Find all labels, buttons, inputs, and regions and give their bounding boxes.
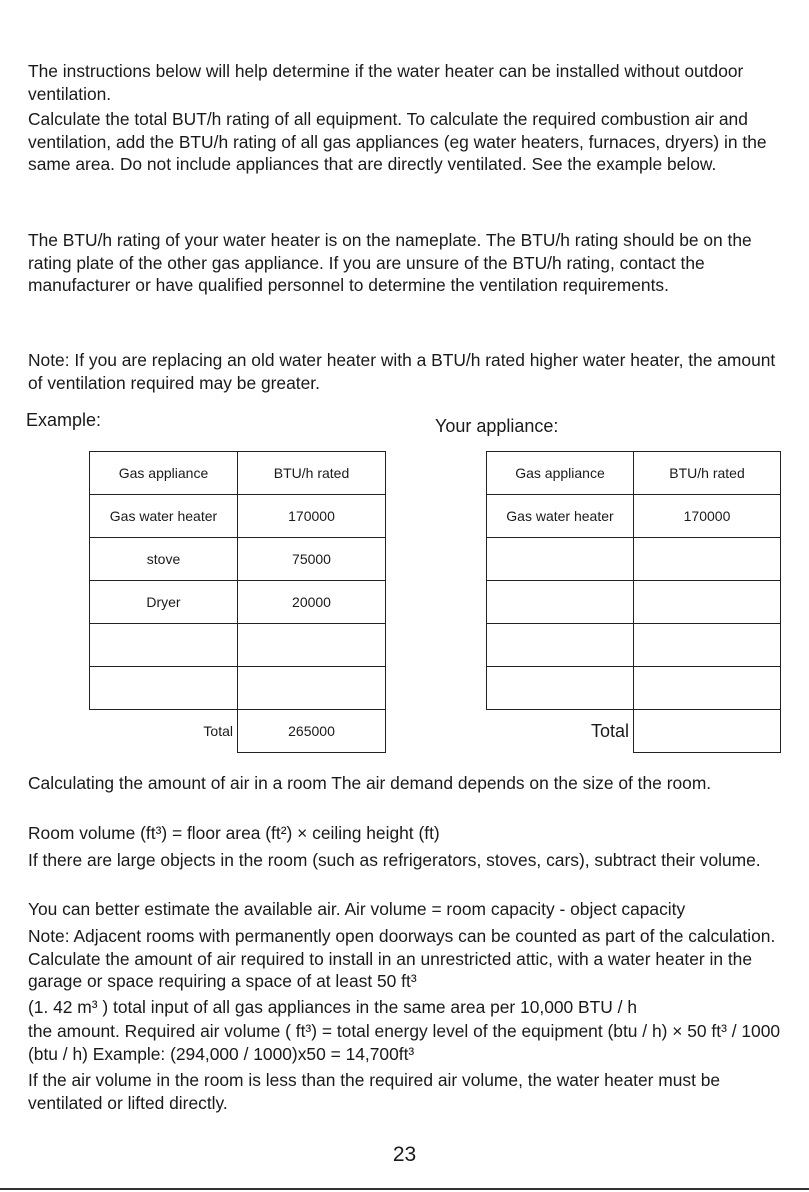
table-row xyxy=(487,538,781,581)
ventilation-conclusion: If the air volume in the room is less than the required air volume, the water heater must be ventilated or lifted directly. xyxy=(28,1070,721,1113)
appliance-cell xyxy=(90,667,238,710)
calculation-paragraph: Calculate the total BUT/h rating of all equipment. To calculate the required combustion air and ventilation, add the BTU/h rating of all gas appliances (eg water heaters, furnaces, dryers) in the same area. Do not include appliances that are directly ventilated. See the example below. xyxy=(28,109,767,174)
air-calc-paragraph: Calculating the amount of air in a room The air demand depends on the size of the room. xyxy=(28,773,712,793)
appliance-cell: Gas water heater xyxy=(90,495,238,538)
appliance-cell xyxy=(90,624,238,667)
table-row xyxy=(90,624,386,667)
appliance-cell xyxy=(487,538,634,581)
example-label: Example: xyxy=(26,410,102,430)
intro-paragraph: The instructions below will help determine if the water heater can be installed without outdoor ventilation. xyxy=(28,61,744,104)
table-row xyxy=(487,495,781,538)
adjacent-rooms-note: Note: Adjacent rooms with permanently open doorways can be counted as part of the calculation. Calculate the amount of air required to install in an unrestricted attic, with a water heater in the garage or space requiring a space of at least 50 ft³ xyxy=(28,926,776,991)
your-appliance-table xyxy=(486,451,781,753)
rating-cell: 170000 xyxy=(634,495,781,538)
rating-cell xyxy=(634,667,781,710)
your-appliance-label: Your appliance: xyxy=(435,416,559,436)
table-row xyxy=(487,581,781,624)
header-cell: BTU/h rated xyxy=(238,452,386,495)
rating-cell xyxy=(634,624,781,667)
table-header-row xyxy=(90,452,386,495)
example-table xyxy=(89,451,386,753)
room-volume-formula: Room volume (ft³) = floor area (ft²) × ceiling height (ft) xyxy=(28,823,440,843)
table-row xyxy=(487,624,781,667)
rating-paragraph: The BTU/h rating of your water heater is on the nameplate. The BTU/h rating should be on the rating plate of the other gas appliance. If you are unsure of the BTU/h rating, contact the manufacturer or have qualified personnel to determine the ventilation requirements. xyxy=(28,230,752,295)
table-row xyxy=(90,581,386,624)
appliance-cell: Dryer xyxy=(90,581,238,624)
rating-cell: 170000 xyxy=(238,495,386,538)
total-label: Total xyxy=(203,723,233,740)
table-header-row xyxy=(487,452,781,495)
table-row xyxy=(90,667,386,710)
required-air-formula: the amount. Required air volume ( ft³) = total energy level of the equipment (btu / h) × 50 ft³ / 1000 (btu / h) Example: (294,000 / 1000)x50 = 14,700ft³ xyxy=(28,1021,781,1064)
large-objects-paragraph: If there are large objects in the room (such as refrigerators, stoves, cars), subtract their volume. xyxy=(28,850,761,870)
rating-cell xyxy=(238,624,386,667)
header-cell: Gas appliance xyxy=(90,452,238,495)
rating-cell: 20000 xyxy=(238,581,386,624)
total-value xyxy=(634,710,781,753)
total-value: 265000 xyxy=(238,710,386,753)
page-number: 23 xyxy=(392,1143,417,1166)
header-cell: Gas appliance xyxy=(487,452,634,495)
table-row xyxy=(487,667,781,710)
total-row xyxy=(90,710,386,753)
total-label: Total xyxy=(590,720,629,741)
table-row xyxy=(90,495,386,538)
air-volume-paragraph: You can better estimate the available air. Air volume = room capacity - object capacity xyxy=(28,899,686,919)
rating-cell xyxy=(634,581,781,624)
total-row xyxy=(487,710,781,753)
table-row xyxy=(90,538,386,581)
appliance-cell xyxy=(487,624,634,667)
bottom-divider xyxy=(0,1188,809,1190)
replacement-note: Note: If you are replacing an old water heater with a BTU/h rated higher water heater, the amount of ventilation required may be greater. xyxy=(28,350,776,393)
appliance-cell xyxy=(487,667,634,710)
appliance-cell: stove xyxy=(90,538,238,581)
rating-cell xyxy=(238,667,386,710)
rating-cell: 75000 xyxy=(238,538,386,581)
metric-input-paragraph: (1. 42 m³ ) total input of all gas appliances in the same area per 10,000 BTU / h xyxy=(28,997,638,1017)
appliance-cell xyxy=(487,581,634,624)
header-cell: BTU/h rated xyxy=(634,452,781,495)
appliance-cell: Gas water heater xyxy=(487,495,634,538)
rating-cell xyxy=(634,538,781,581)
